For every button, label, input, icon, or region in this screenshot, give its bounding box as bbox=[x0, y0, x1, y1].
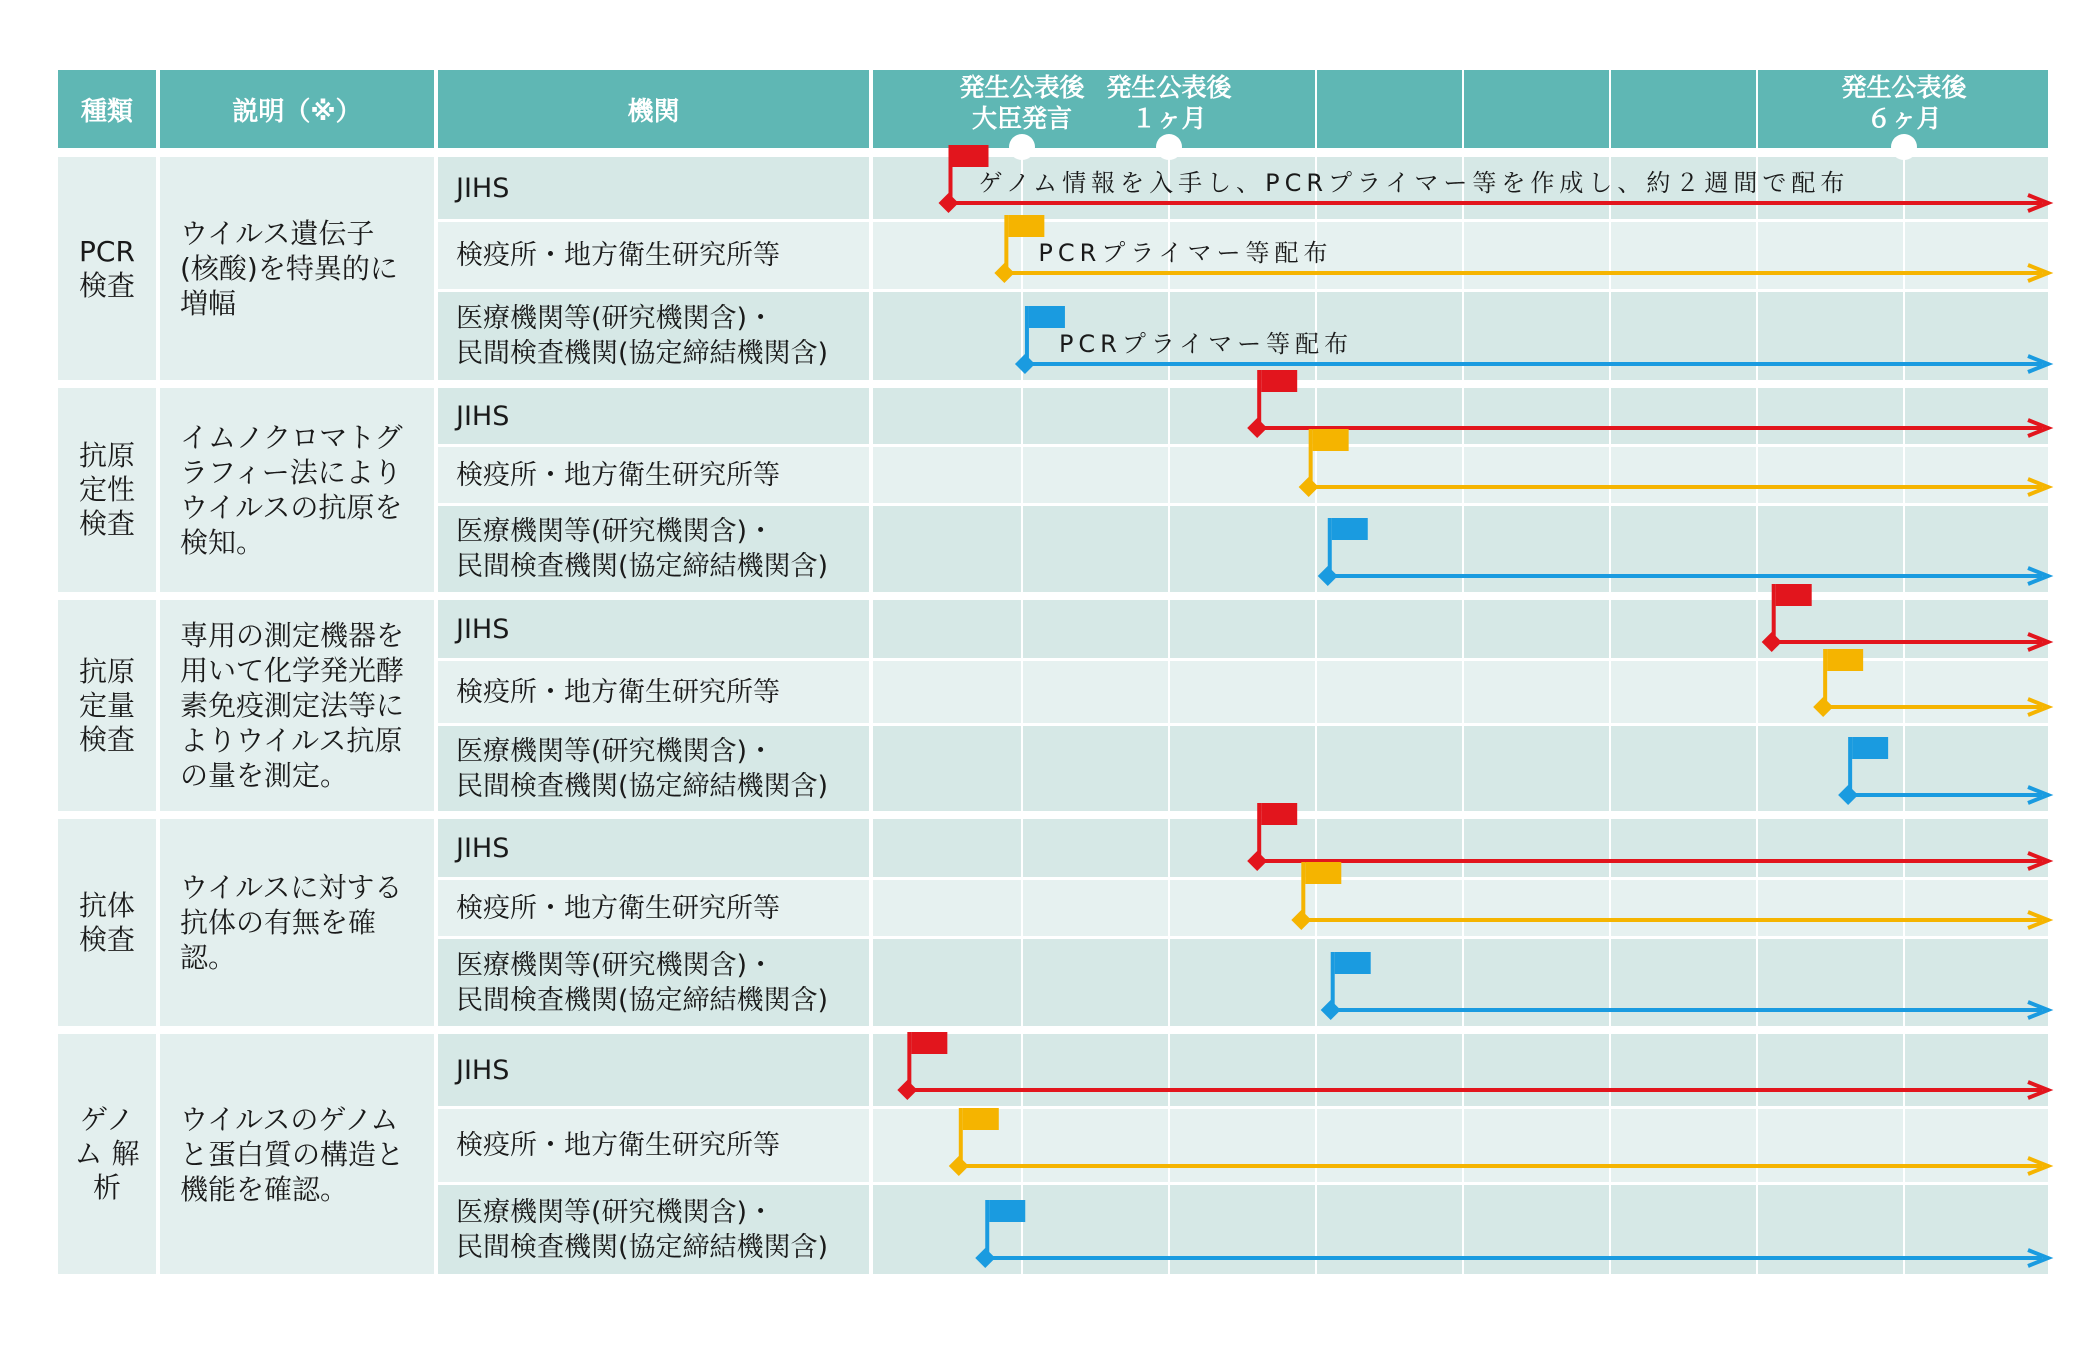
institution-cell: 医療機関等(研究機関含)・ 民間検査機関(協定締結機関含) bbox=[438, 506, 869, 592]
institution-cell: JIHS bbox=[438, 819, 869, 877]
header-description: 説明（※） bbox=[160, 70, 434, 148]
header-institution: 機関 bbox=[438, 70, 869, 148]
row-note: PCRプライマー等配布 bbox=[1038, 239, 1333, 267]
institution-cell: JIHS bbox=[438, 600, 869, 658]
milestone-label: 発生公表後 大臣発言 bbox=[959, 73, 1085, 133]
institution-cell: 検疫所・地方衛生研究所等 bbox=[438, 222, 869, 289]
institution-cell: 検疫所・地方衛生研究所等 bbox=[438, 661, 869, 723]
description-cell: ウイルス遺伝子 (核酸)を特異的に 増幅 bbox=[160, 157, 434, 380]
category-cell: 抗体 検査 bbox=[58, 819, 156, 1026]
description-cell: ウイルスのゲノム と蛋白質の構造と 機能を確認。 bbox=[160, 1034, 434, 1274]
row-note: PCRプライマー等配布 bbox=[1058, 330, 1354, 358]
milestone-label: 発生公表後 ６ヶ月 bbox=[1841, 73, 1967, 133]
institution-cell: 検疫所・地方衛生研究所等 bbox=[438, 880, 869, 936]
category-cell: ゲノ ム 解析 bbox=[58, 1034, 156, 1274]
institution-cell: 医療機関等(研究機関含)・ 民間検査機関(協定締結機関含) bbox=[438, 726, 869, 811]
institution-cell: 医療機関等(研究機関含)・ 民間検査機関(協定締結機関含) bbox=[438, 292, 869, 380]
institution-cell: 医療機関等(研究機関含)・ 民間検査機関(協定締結機関含) bbox=[438, 939, 869, 1026]
description-cell: 専用の測定機器を 用いて化学発光酵 素免疫測定法等に よりウイルス抗原 の量を測定。 bbox=[160, 600, 434, 811]
description-cell: ウイルスに対する 抗体の有無を確認。 bbox=[160, 819, 434, 1026]
category-cell: 抗原 定性 検査 bbox=[58, 388, 156, 592]
row-note: ゲノム情報を入手し、PCRプライマー等を作成し、約２週間で配布 bbox=[978, 169, 1850, 197]
institution-cell: 検疫所・地方衛生研究所等 bbox=[438, 1109, 869, 1182]
institution-cell: 検疫所・地方衛生研究所等 bbox=[438, 447, 869, 503]
category-cell: PCR 検査 bbox=[58, 157, 156, 380]
description-cell: イムノクロマトグ ラフィー法により ウイルスの抗原を 検知。 bbox=[160, 388, 434, 592]
milestone-label: 発生公表後 １ヶ月 bbox=[1106, 73, 1232, 133]
header-category: 種類 bbox=[58, 70, 156, 148]
institution-cell: JIHS bbox=[438, 388, 869, 444]
institution-cell: JIHS bbox=[438, 157, 869, 219]
category-cell: 抗原 定量 検査 bbox=[58, 600, 156, 811]
institution-cell: 医療機関等(研究機関含)・ 民間検査機関(協定締結機関含) bbox=[438, 1185, 869, 1274]
institution-cell: JIHS bbox=[438, 1034, 869, 1106]
